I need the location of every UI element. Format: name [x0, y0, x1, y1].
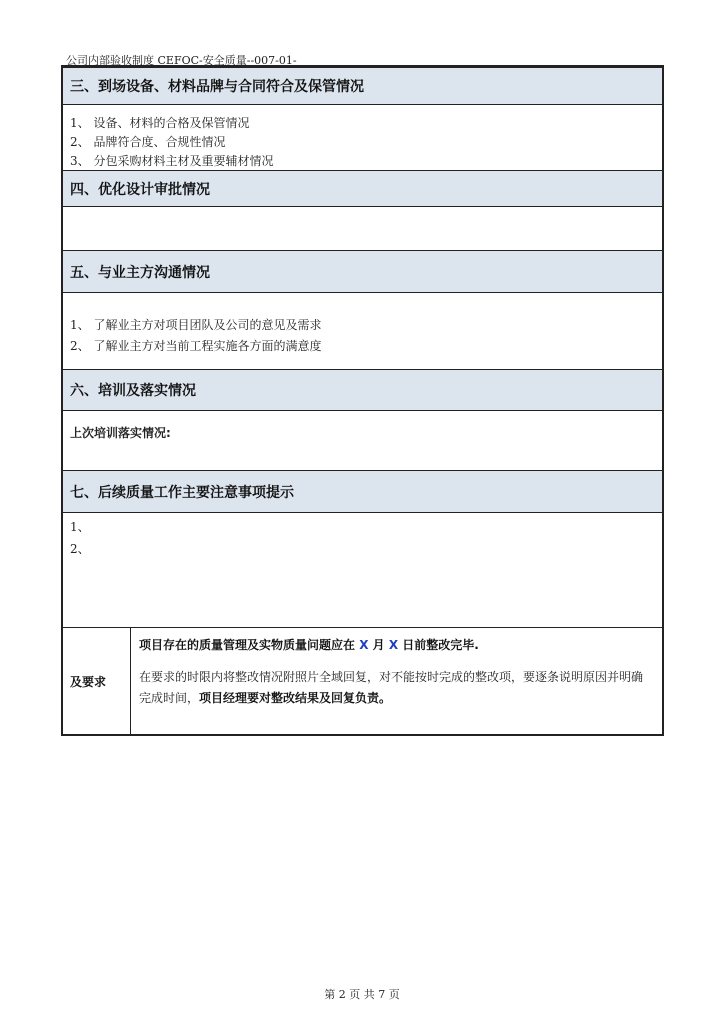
deadline-text-before: 项目存在的质量管理及实物质量问题应在 — [139, 638, 360, 652]
section-3-title: 三、到场设备、材料品牌与合同符合及保管情况 — [63, 68, 662, 105]
requirements-paragraph-normal: 在要求的时限内将整改情况附照片全域回复，对不能按时完成的整改项，要逐条说明原因并明确完成时间， — [139, 670, 644, 705]
section-5-body — [63, 293, 662, 370]
section-6-title: 六、培训及落实情况 — [63, 370, 662, 411]
page-number: 第 2 页 共 7 页 — [324, 988, 400, 1001]
month-word: 月 — [368, 638, 389, 652]
section-6-label: 上次培训落实情况: — [70, 426, 171, 440]
requirements-paragraph — [139, 667, 654, 709]
section-3-item-2: 2、 品牌符合度、合规性情况 — [70, 135, 226, 149]
requirements-paragraph-bold: 项目经理要对整改结果及回复负责。 — [199, 691, 392, 705]
report-form — [61, 65, 664, 736]
day-placeholder: X — [388, 638, 399, 652]
section-3-body — [63, 105, 662, 171]
section-5-item-1: 1、 了解业主方对项目团队及公司的意见及需求 — [70, 318, 322, 332]
section-7-item-1: 1、 — [70, 520, 90, 534]
section-7-title: 七、后续质量工作主要注意事项提示 — [63, 471, 662, 513]
month-placeholder: X — [359, 638, 369, 652]
section-5-title: 五、与业主方沟通情况 — [63, 251, 662, 293]
deadline-text-after: 日前整改完毕. — [398, 638, 479, 652]
section-3-item-1: 1、 设备、材料的合格及保管情况 — [70, 116, 250, 130]
document-header: 公司内部验收制度 CEFOC-安全质量--007-01- — [66, 54, 297, 67]
requirements-row — [63, 628, 662, 734]
section-3-item-3: 3、 分包采购材料主材及重要辅材情况 — [70, 154, 274, 168]
section-5-item-2: 2、 了解业主方对当前工程实施各方面的满意度 — [70, 339, 322, 353]
requirements-content — [131, 628, 662, 734]
deadline-statement — [139, 635, 654, 655]
requirements-label: 及要求 — [63, 628, 131, 734]
section-4-body — [63, 207, 662, 251]
section-4-title: 四、优化设计审批情况 — [63, 171, 662, 207]
section-7-body — [63, 513, 662, 628]
section-7-item-2: 2、 — [70, 542, 90, 556]
section-6-body — [63, 411, 662, 471]
